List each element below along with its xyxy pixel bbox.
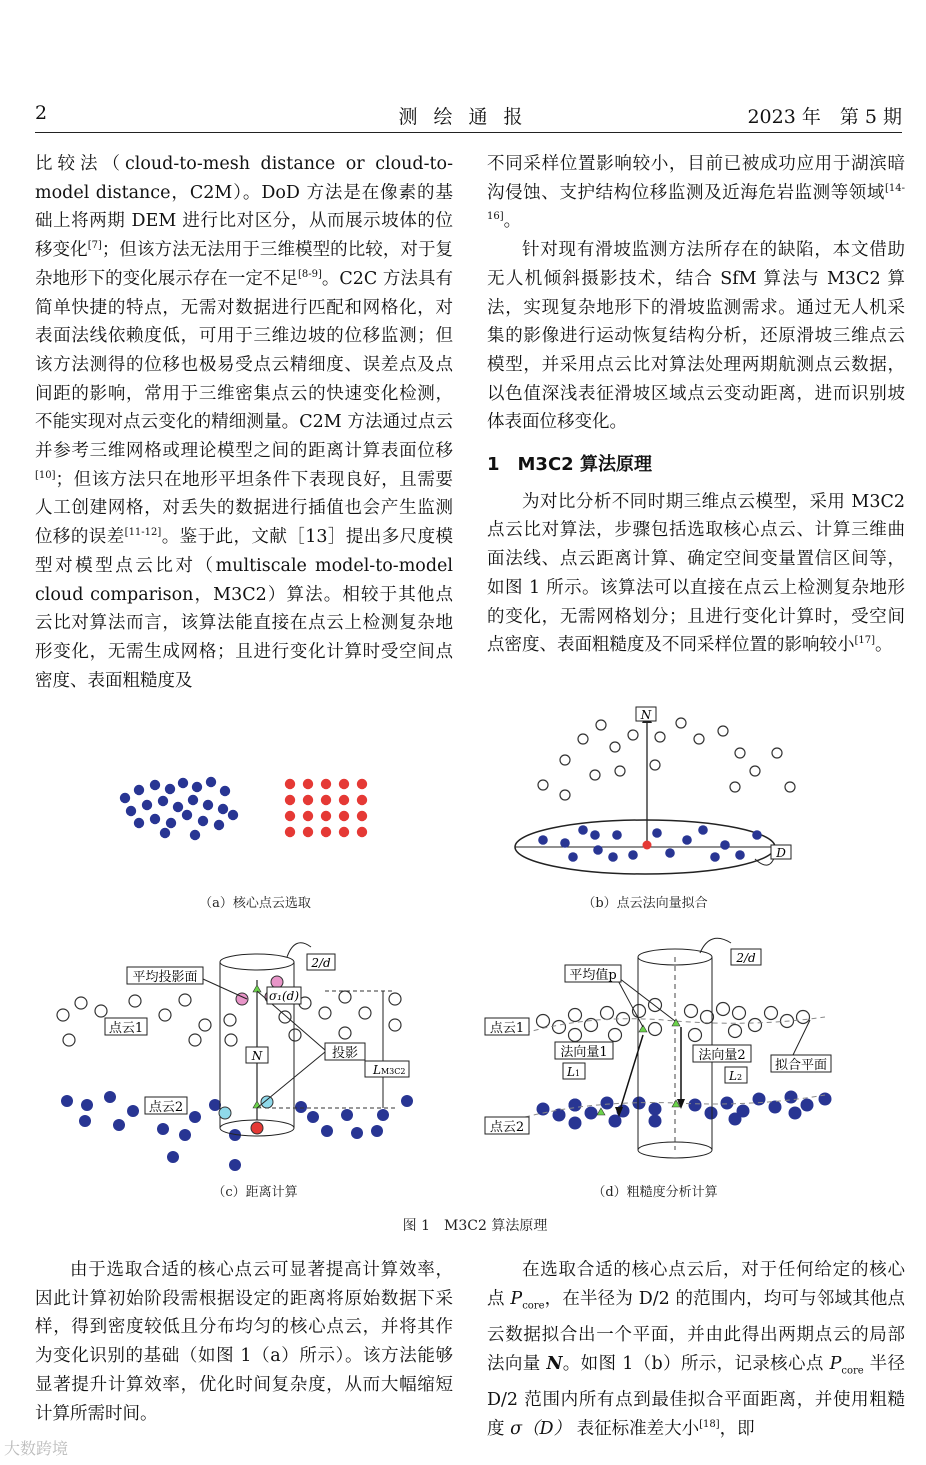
d-label: D [776,846,786,860]
bottom-right-column [487,1256,905,1443]
citation: [7] [87,240,102,252]
point [649,1115,662,1128]
point [655,732,665,742]
point [165,784,175,794]
point [735,850,745,860]
point [179,994,191,1006]
point [689,1029,702,1042]
point [569,1029,582,1042]
point [339,991,351,1003]
normal2-label: 法向量2 [698,1048,746,1063]
point [752,830,762,840]
point [650,760,660,770]
point [179,1129,191,1141]
symbol-p: P [829,1353,842,1374]
right-paragraph-3 [487,488,905,660]
point [797,1011,810,1024]
point [127,1105,139,1117]
n-label: N [251,1049,263,1063]
point [377,1109,389,1121]
point [190,830,200,840]
subcaption-a: （a）核心点云选取 [199,896,311,911]
blue-point-cloud [120,777,238,840]
text-run: 为对比分析不同时期三维点云模型，采用 M3C2 点云比对算法，步骤包括选取核心点云、计算三维曲面法线、点云距离计算、确定空间变量置信区间等，如图 1 所示。该算法可以直接在点云上检测复杂地形的变化，无需网格划分；且进行变化计算时，受空间点密度、表面粗糙度及不同采样位置的影响较小 [487,491,905,656]
point [303,827,313,837]
point [134,785,144,795]
point [537,1015,550,1028]
distance-subscript: M3C2 [380,1067,406,1076]
text-run: 比较法（cloud-to-mesh distance or cloud-to-model distance，C2M）。DoD 方法是在像素的基础上将两期 DEM 进行比对区分，从而展示坡体的位移变化 [35,154,453,261]
point [698,825,708,835]
point [279,1011,291,1023]
point [351,1127,363,1139]
citation: [14-16] [487,182,905,223]
figure-caption: 图 1 M3C2 算法原理 [402,1218,548,1234]
text-run: 。 [875,635,893,656]
point [167,1151,179,1163]
point [729,1025,742,1038]
point [113,1119,125,1131]
point [801,1099,814,1112]
point [789,1107,802,1120]
projection-label: 投影 [331,1046,359,1061]
half-d-label: 2/d [311,956,331,970]
point [285,795,295,805]
point [289,1029,301,1041]
text-run: ；但该方法无法用于三维模型的比较，对于复杂地形下的变化展示存在一定不足 [35,240,454,289]
point [63,1034,75,1046]
point [321,811,331,821]
point [134,818,144,828]
point [750,766,760,776]
page-header [35,98,902,133]
point [590,770,600,780]
point [769,1101,782,1114]
point [401,1095,413,1107]
point [150,780,160,790]
point [321,779,331,789]
text-run: ；但该方法只在地形平坦条件下表现良好，且需要人工创建网格，对丢失的数据进行插值也会产生监测位移的误差 [35,469,453,548]
point [569,1009,582,1022]
point [198,816,208,826]
point [126,806,136,816]
point [159,1009,171,1021]
point [705,1107,718,1120]
subscript-core: core [841,1365,864,1377]
point [61,1095,73,1107]
point [765,1007,778,1020]
point [560,790,570,800]
point [649,1103,662,1116]
cyan-point [261,1096,273,1108]
point [753,1093,766,1106]
cloud2-label: 点云2 [148,1100,184,1115]
panel-b [515,707,795,874]
point [718,726,728,736]
normal1-label: 法向量1 [560,1045,608,1060]
citation: [11-12] [124,527,162,539]
point [189,1111,201,1123]
point [628,850,638,860]
point [182,810,192,820]
right-column [487,150,905,660]
point [733,1007,746,1020]
point [303,795,313,805]
point [610,742,620,752]
point [142,800,152,810]
point [359,1007,371,1019]
symbol-sigma: σ（D） [510,1418,572,1439]
mean-marker [597,1108,605,1115]
bottom-left-column [35,1256,453,1428]
left-paragraph [35,150,453,695]
point [160,828,170,838]
point [341,1109,353,1121]
point [608,852,618,862]
proj-plane-leader [203,979,247,999]
point [285,779,295,789]
point [224,1014,236,1026]
point [665,848,675,858]
point [389,993,401,1005]
left-column [35,150,453,695]
point [609,1029,622,1042]
point [339,779,349,789]
right-paragraph-1 [487,150,905,236]
point [104,1091,116,1103]
point [319,1007,331,1019]
point [676,718,686,728]
distance-letter: L [373,1063,381,1077]
point [150,814,160,824]
point [785,1091,798,1104]
panel-a [120,777,367,840]
point [357,827,367,837]
point [285,827,295,837]
point [729,1113,742,1126]
text-run: 。鉴于此，文献［13］提出多尺度模型对模型点云比对（multiscale model-to-model cloud comparison，M3C2）算法。相较于其他点云比对算法而言，该算法能直接在点云上检测复杂地形变化，无需生成网格；且进行变化计算时受空间点密度、表面粗糙度及 [35,527,453,691]
point [585,1107,598,1120]
point [652,828,662,838]
point [578,825,588,835]
point [569,1117,582,1130]
text-run: 。如图 1（b）所示，记录核心点 [562,1353,830,1374]
bottom-left-paragraph: 由于选取合适的核心点云可显著提高计算效率，因此计算初始阶段需根据设定的距离将原始数据下采样，得到密度较低且分布均匀的核心点云，并将其作为变化识别的基础（如图 1（a）所示）。该方法能够显著提升计算效率，优化时间复杂度，从而大幅缩短计算所需时间。 [35,1260,453,1424]
point [553,1021,566,1034]
n-label: N [640,708,652,722]
cloud1-label: 点云1 [489,1021,525,1036]
point [601,1097,614,1110]
point [228,810,238,820]
point [75,997,87,1009]
point [357,811,367,821]
point [79,1115,91,1127]
point [339,1027,351,1039]
point [95,1005,107,1017]
section-heading: 1 M3C2 算法原理 [487,454,652,476]
point [158,796,168,806]
point [120,793,130,803]
l1-letter: L [567,1065,575,1079]
point [772,748,782,758]
mean-marker [253,1101,261,1108]
point [303,811,313,821]
point [178,778,188,788]
point [612,830,622,840]
point [303,779,313,789]
panel-c [57,943,413,1171]
subscript-core: core [522,1300,545,1312]
point [206,777,216,787]
proj-plane-label: 平均投影面 [132,970,198,985]
text-run: 不同采样位置影响较小，目前已被成功应用于湖滨暗沟侵蚀、支护结构位移监测及近海危岩监测等领域 [487,154,905,203]
point [649,1023,662,1036]
mean-marker [253,985,261,992]
right-paragraph-2: 针对现有滑坡监测方法所存在的缺陷，本文借助无人机倾斜摄影技术，结合 SfM 算法与 M3C2 算法，实现复杂地形下的滑坡监测需求。通过无人机采集的影像进行运动恢复结构分析，还原滑坡三维点云模型，并采用点云比对算法处理两期航测点云数据，以色值深浅表征滑坡区域点云变动距离，进而识别坡体表面位移变化。 [487,240,905,433]
point [710,852,720,862]
subcaption-d: （d）粗糙度分析计算 [592,1185,718,1200]
citation: [18] [699,1418,720,1430]
point [628,730,638,740]
symbol-p: P [510,1288,523,1309]
red-core-point [251,1122,263,1134]
text-run: ，在半径为 D/2 的范围内，均可与邻域其他点云数据拟合出一个平面，并由此得出两期点云的局部法向量 [487,1288,905,1374]
fit-plane-label: 拟合平面 [774,1058,828,1073]
subcaption-c: （c）距离计算 [212,1185,298,1200]
watermark: 大数跨境 [4,1439,69,1458]
point [720,840,730,850]
point [721,1097,734,1110]
fit-plane-leader [793,1020,810,1055]
subcaption-b: （b）点云法向量拟合 [582,896,708,911]
point [371,1125,383,1137]
point [694,734,704,744]
point-cloud-2 [537,1091,832,1130]
point [569,1099,582,1112]
point [339,795,349,805]
figure-1-diagram [35,695,915,1215]
point [339,811,349,821]
point [596,720,606,730]
point [229,1159,241,1171]
point [214,820,224,830]
issue-label: 2023 年 第 5 期 [747,106,902,128]
point [593,845,603,855]
point [560,755,570,765]
point [590,830,600,840]
point [166,818,176,828]
point [538,835,548,845]
point [203,800,213,810]
point [357,795,367,805]
point [689,1099,702,1112]
core-point [643,841,652,850]
half-d-arrow [700,938,731,953]
point [389,1019,401,1031]
l1-subscript: 1 [574,1069,581,1078]
upper-point-cloud [538,718,795,800]
mean-label: 平均值p [569,968,617,983]
point [357,779,367,789]
pink-point [271,976,283,988]
panel-d [485,938,832,1158]
point [685,1005,698,1018]
point [321,795,331,805]
cloud1-label: 点云1 [108,1021,144,1036]
point [192,782,202,792]
l2-subscript: 2 [736,1073,743,1082]
point [560,838,570,848]
point [682,835,692,845]
point [307,1111,319,1123]
citation: [8-9] [297,268,322,280]
point [717,1003,730,1016]
cloud2-label: 点云2 [489,1120,525,1135]
point [81,1099,93,1111]
text-run: 。C2C 方法具有简单快捷的特点，无需对数据进行匹配和网格化，对表面法线依赖度低，可用于三维边坡的位移监测；但该方法测得的位移也极易受点云精细度、误差点及点间距的影响，常用于三维密集点云的快速变化检测，不能实现对点云变化的精细测量。C2M 方法通过点云并参考三维网格或理论模型之间的距离计算表面位移 [35,268,453,462]
journal-title: 测绘通报 [398,106,539,128]
cyan-point [219,1107,231,1119]
text-run: 半径 D/2 范围内所有点到最佳拟合平面距离，并使用粗糙度 [487,1353,905,1439]
point [735,748,745,758]
red-core-points [285,779,367,837]
point [609,1115,622,1128]
text-run: 表征标准差大小 [571,1418,700,1439]
point [220,786,230,796]
cylinder-top [220,954,294,970]
point [578,734,588,744]
point-cloud-2 [61,1091,413,1171]
point [189,1034,201,1046]
point [568,852,578,862]
text-run: 在选取合适的核心点云后，对于任何给定的核心点 [487,1260,905,1309]
citation: [17] [854,635,876,647]
point [730,782,740,792]
point [615,766,625,776]
point [819,1093,832,1106]
citation: [10] [35,469,56,481]
figure-1 [35,695,915,1245]
point [57,1009,69,1021]
page-number: 2 [35,102,48,124]
point [157,1123,169,1135]
point [199,1019,211,1031]
point [295,1101,307,1113]
point [339,827,349,837]
half-d-label: 2/d [736,951,756,965]
point [225,1034,237,1046]
point [218,804,228,814]
point [538,780,548,790]
point [749,1019,762,1032]
bottom-right-paragraph [487,1256,905,1443]
l2-letter: L [729,1069,737,1083]
text-run: 。 [503,211,522,232]
point [129,995,141,1007]
point [321,1125,333,1137]
point [173,802,183,812]
text-run: ，即 [719,1418,755,1439]
point [209,1099,221,1111]
point [321,827,331,837]
point [785,782,795,792]
point [285,811,295,821]
sigma-label: σ₁(d) [268,989,300,1003]
point [188,795,198,805]
point [601,1007,614,1020]
symbol-n: N [546,1353,563,1374]
